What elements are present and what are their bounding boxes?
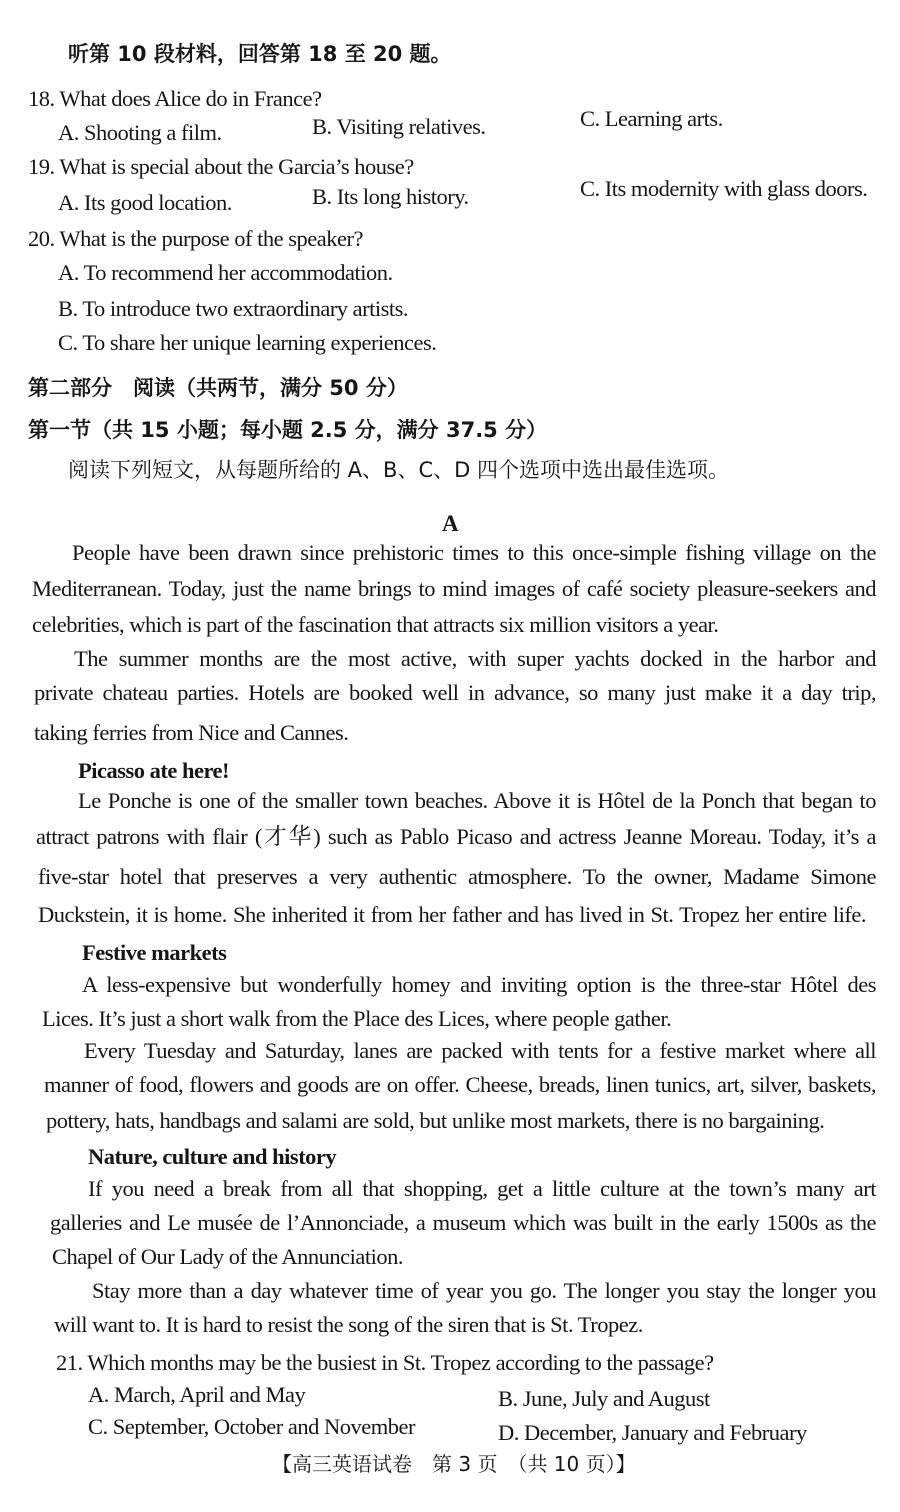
question-18-option-b: B. Visiting relatives. bbox=[312, 114, 486, 139]
question-21-stem: 21. Which months may be the busiest in St. Tropez according to the passage? bbox=[56, 1350, 714, 1375]
question-19-option-a: A. Its good location. bbox=[58, 190, 232, 215]
passage-line: A less-expensive but wonderfully homey and inviting option is the three-star Hôtel des bbox=[82, 972, 876, 997]
question-20-option-b: B. To introduce two extraordinary artists. bbox=[58, 296, 409, 321]
section1-header: 第一节（共 15 小题；每小题 2.5 分，满分 37.5 分） bbox=[28, 418, 548, 442]
question-20-option-a: A. To recommend her accommodation. bbox=[58, 260, 393, 285]
question-19-stem: 19. What is special about the Garcia’s house? bbox=[28, 154, 414, 179]
passage-line: If you need a break from all that shopping, get a little culture at the town’s many art bbox=[88, 1176, 876, 1201]
passage-line: People have been drawn since prehistoric times to this once-simple fishing village on the bbox=[72, 540, 876, 565]
subheading-nature-culture-history: Nature, culture and history bbox=[88, 1144, 337, 1169]
question-21-option-c: C. September, October and November bbox=[88, 1414, 415, 1439]
question-18-option-a: A. Shooting a film. bbox=[58, 120, 222, 145]
subheading-festive-markets: Festive markets bbox=[82, 940, 227, 965]
question-18-option-c: C. Learning arts. bbox=[580, 106, 723, 131]
passage-line: manner of food, flowers and goods are on offer. Cheese, breads, linen tunics, art, silver, baskets, bbox=[44, 1072, 876, 1097]
listening-section-header: 听第 10 段材料，回答第 18 至 20 题。 bbox=[68, 42, 452, 66]
subheading-picasso: Picasso ate here! bbox=[78, 758, 230, 783]
passage-line: Chapel of Our Lady of the Annunciation. bbox=[52, 1244, 404, 1269]
passage-line: Duckstein, it is home. She inherited it from her father and has lived in St. Tropez her entire life. bbox=[38, 902, 866, 927]
passage-line: Every Tuesday and Saturday, lanes are packed with tents for a festive market where all bbox=[84, 1038, 876, 1063]
question-18-stem: 18. What does Alice do in France? bbox=[28, 86, 322, 111]
question-20-stem: 20. What is the purpose of the speaker? bbox=[28, 226, 363, 251]
question-20-option-c: C. To share her unique learning experiences. bbox=[58, 330, 437, 355]
part2-header: 第二部分 阅读（共两节，满分 50 分） bbox=[28, 376, 408, 400]
question-21-option-b: B. June, July and August bbox=[498, 1386, 710, 1411]
passage-label: A bbox=[442, 511, 459, 536]
passage-line: celebrities, which is part of the fascination that attracts six million visitors a year. bbox=[32, 612, 719, 637]
question-21-option-d: D. December, January and February bbox=[498, 1420, 807, 1445]
question-19-option-c: C. Its modernity with glass doors. bbox=[580, 176, 868, 201]
passage-line: will want to. It is hard to resist the song of the siren that is St. Tropez. bbox=[54, 1312, 643, 1337]
reading-instruction: 阅读下列短文，从每题所给的 A、B、C、D 四个选项中选出最佳选项。 bbox=[68, 458, 729, 482]
passage-line: five-star hotel that preserves a very authentic atmosphere. To the owner, Madame Simone bbox=[38, 864, 876, 889]
page-footer: 【高三英语试卷 第 3 页 （共 10 页）】 bbox=[272, 1452, 636, 1476]
passage-line: Stay more than a day whatever time of year you go. The longer you stay the longer you bbox=[92, 1278, 876, 1303]
passage-line: Le Ponche is one of the smaller town beaches. Above it is Hôtel de la Ponch that began to bbox=[78, 788, 876, 813]
passage-line: private chateau parties. Hotels are booked well in advance, so many just make it a day trip, bbox=[34, 680, 876, 705]
passage-line: The summer months are the most active, with super yachts docked in the harbor and bbox=[74, 646, 876, 671]
passage-line: taking ferries from Nice and Cannes. bbox=[34, 720, 349, 745]
question-19-option-b: B. Its long history. bbox=[312, 184, 469, 209]
passage-line: pottery, hats, handbags and salami are sold, but unlike most markets, there is no bargaining. bbox=[46, 1108, 825, 1133]
question-21-option-a: A. March, April and May bbox=[88, 1382, 306, 1407]
passage-line: attract patrons with flair (才华) such as Pablo Picaso and actress Jeanne Moreau. Today, it’s a bbox=[36, 824, 876, 849]
passage-line: Mediterranean. Today, just the name brings to mind images of café society pleasure-seekers and bbox=[32, 576, 876, 601]
passage-line: Lices. It’s just a short walk from the Place des Lices, where people gather. bbox=[42, 1006, 672, 1031]
passage-line: galleries and Le musée de l’Annonciade, a museum which was built in the early 1500s as the bbox=[50, 1210, 876, 1235]
